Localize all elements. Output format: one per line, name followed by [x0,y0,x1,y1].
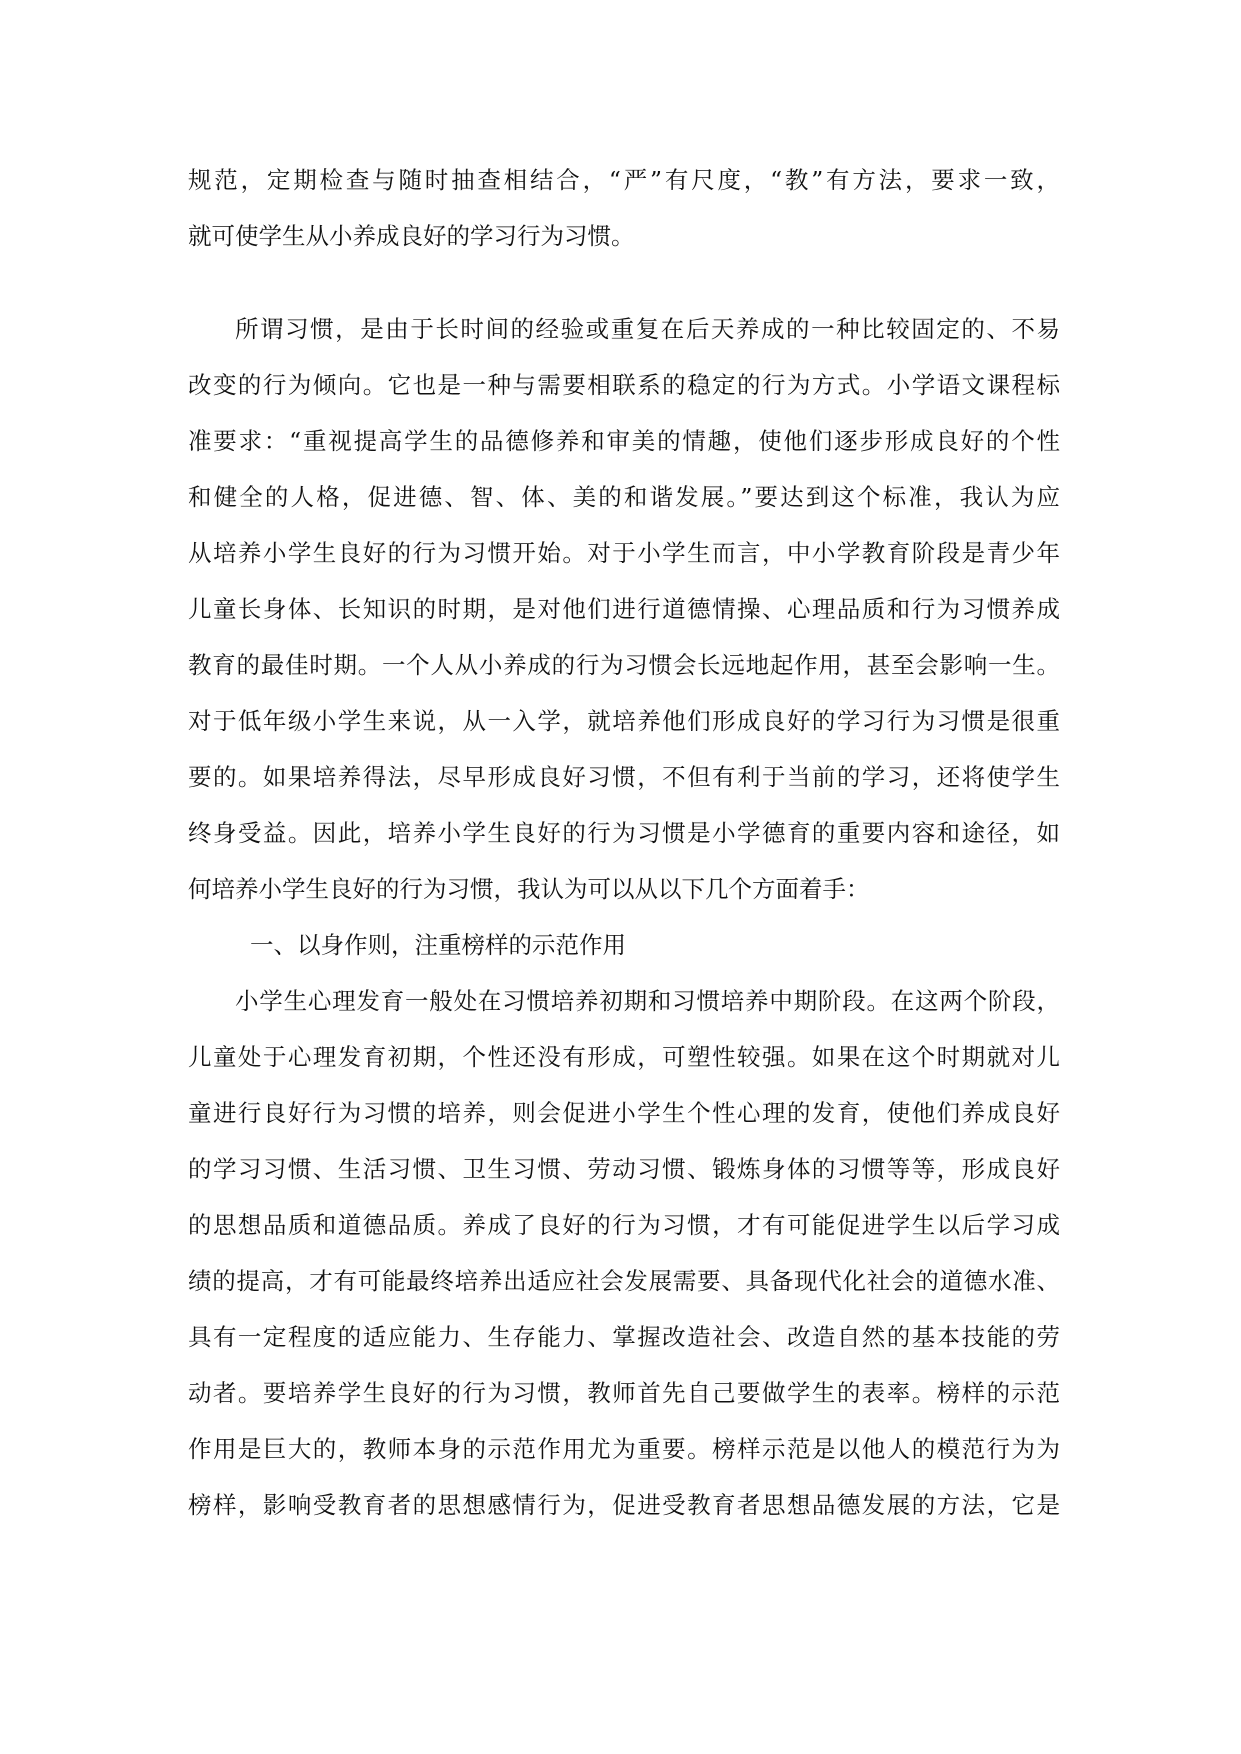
paragraph-line: 要的。如果培养得法，尽早形成良好习惯，不但有利于当前的学习，还将使学生 [188,763,1060,791]
paragraph-line: 具有一定程度的适应能力、生存能力、掌握改造社会、改造自然的基本技能的劳 [188,1323,1060,1351]
paragraph-example [188,973,1060,1533]
paragraph-line: 儿童长身体、长知识的时期，是对他们进行道德情操、心理品质和行为习惯养成 [188,595,1060,623]
paragraph-line: 绩的提高，才有可能最终培养出适应社会发展需要、具备现代化社会的道德水准、 [188,1267,1060,1295]
paragraph-line: 就可使学生从小养成良好的学习行为习惯。 [188,222,635,250]
paragraph-line: 童进行良好行为习惯的培养，则会促进小学生个性心理的发育，使他们养成良好 [188,1099,1060,1127]
paragraph-line: 动者。要培养学生良好的行为习惯，教师首先自己要做学生的表率。榜样的示范 [188,1379,1060,1407]
paragraph-line: 规范，定期检查与随时抽查相结合，“严”有尺度，“教”有方法，要求一致， [188,166,1060,194]
paragraph-line: 终身受益。因此，培养小学生良好的行为习惯是小学德育的重要内容和途径，如 [188,819,1060,847]
paragraph-line: 的学习习惯、生活习惯、卫生习惯、劳动习惯、锻炼身体的习惯等等，形成良好 [188,1155,1060,1183]
main-body [188,301,1060,1533]
paragraph-line: 所谓习惯，是由于长时间的经验或重复在后天养成的一种比较固定的、不易 [235,315,1060,343]
continued-paragraph [188,152,1060,264]
section-heading: 一、以身作则，注重榜样的示范作用 [250,931,626,959]
paragraph-habit [188,301,1060,917]
paragraph-line: 对于低年级小学生来说，从一入学，就培养他们形成良好的学习行为习惯是很重 [188,707,1060,735]
paragraph-line: 改变的行为倾向。它也是一种与需要相联系的稳定的行为方式。小学语文课程标 [188,371,1060,399]
paragraph-line: 教育的最佳时期。一个人从小养成的行为习惯会长远地起作用，甚至会影响一生。 [188,651,1060,679]
paragraph-line: 榜样，影响受教育者的思想感情行为，促进受教育者思想品德发展的方法，它是 [188,1491,1060,1519]
paragraph-line: 准要求：“重视提高学生的品德修养和审美的情趣，使他们逐步形成良好的个性 [188,427,1060,455]
paragraph-line: 和健全的人格，促进德、智、体、美的和谐发展。”要达到这个标准，我认为应 [188,483,1060,511]
paragraph-line: 的思想品质和道德品质。养成了良好的行为习惯，才有可能促进学生以后学习成 [188,1211,1060,1239]
paragraph-line: 小学生心理发育一般处在习惯培养初期和习惯培养中期阶段。在这两个阶段， [235,987,1060,1015]
paragraph-line: 儿童处于心理发育初期，个性还没有形成，可塑性较强。如果在这个时期就对儿 [188,1043,1060,1071]
paragraph-line: 何培养小学生良好的行为习惯，我认为可以从以下几个方面着手： [188,875,870,903]
paragraph-line: 作用是巨大的，教师本身的示范作用尤为重要。榜样示范是以他人的模范行为为 [188,1435,1060,1463]
paragraph-line: 从培养小学生良好的行为习惯开始。对于小学生而言，中小学教育阶段是青少年 [188,539,1060,567]
